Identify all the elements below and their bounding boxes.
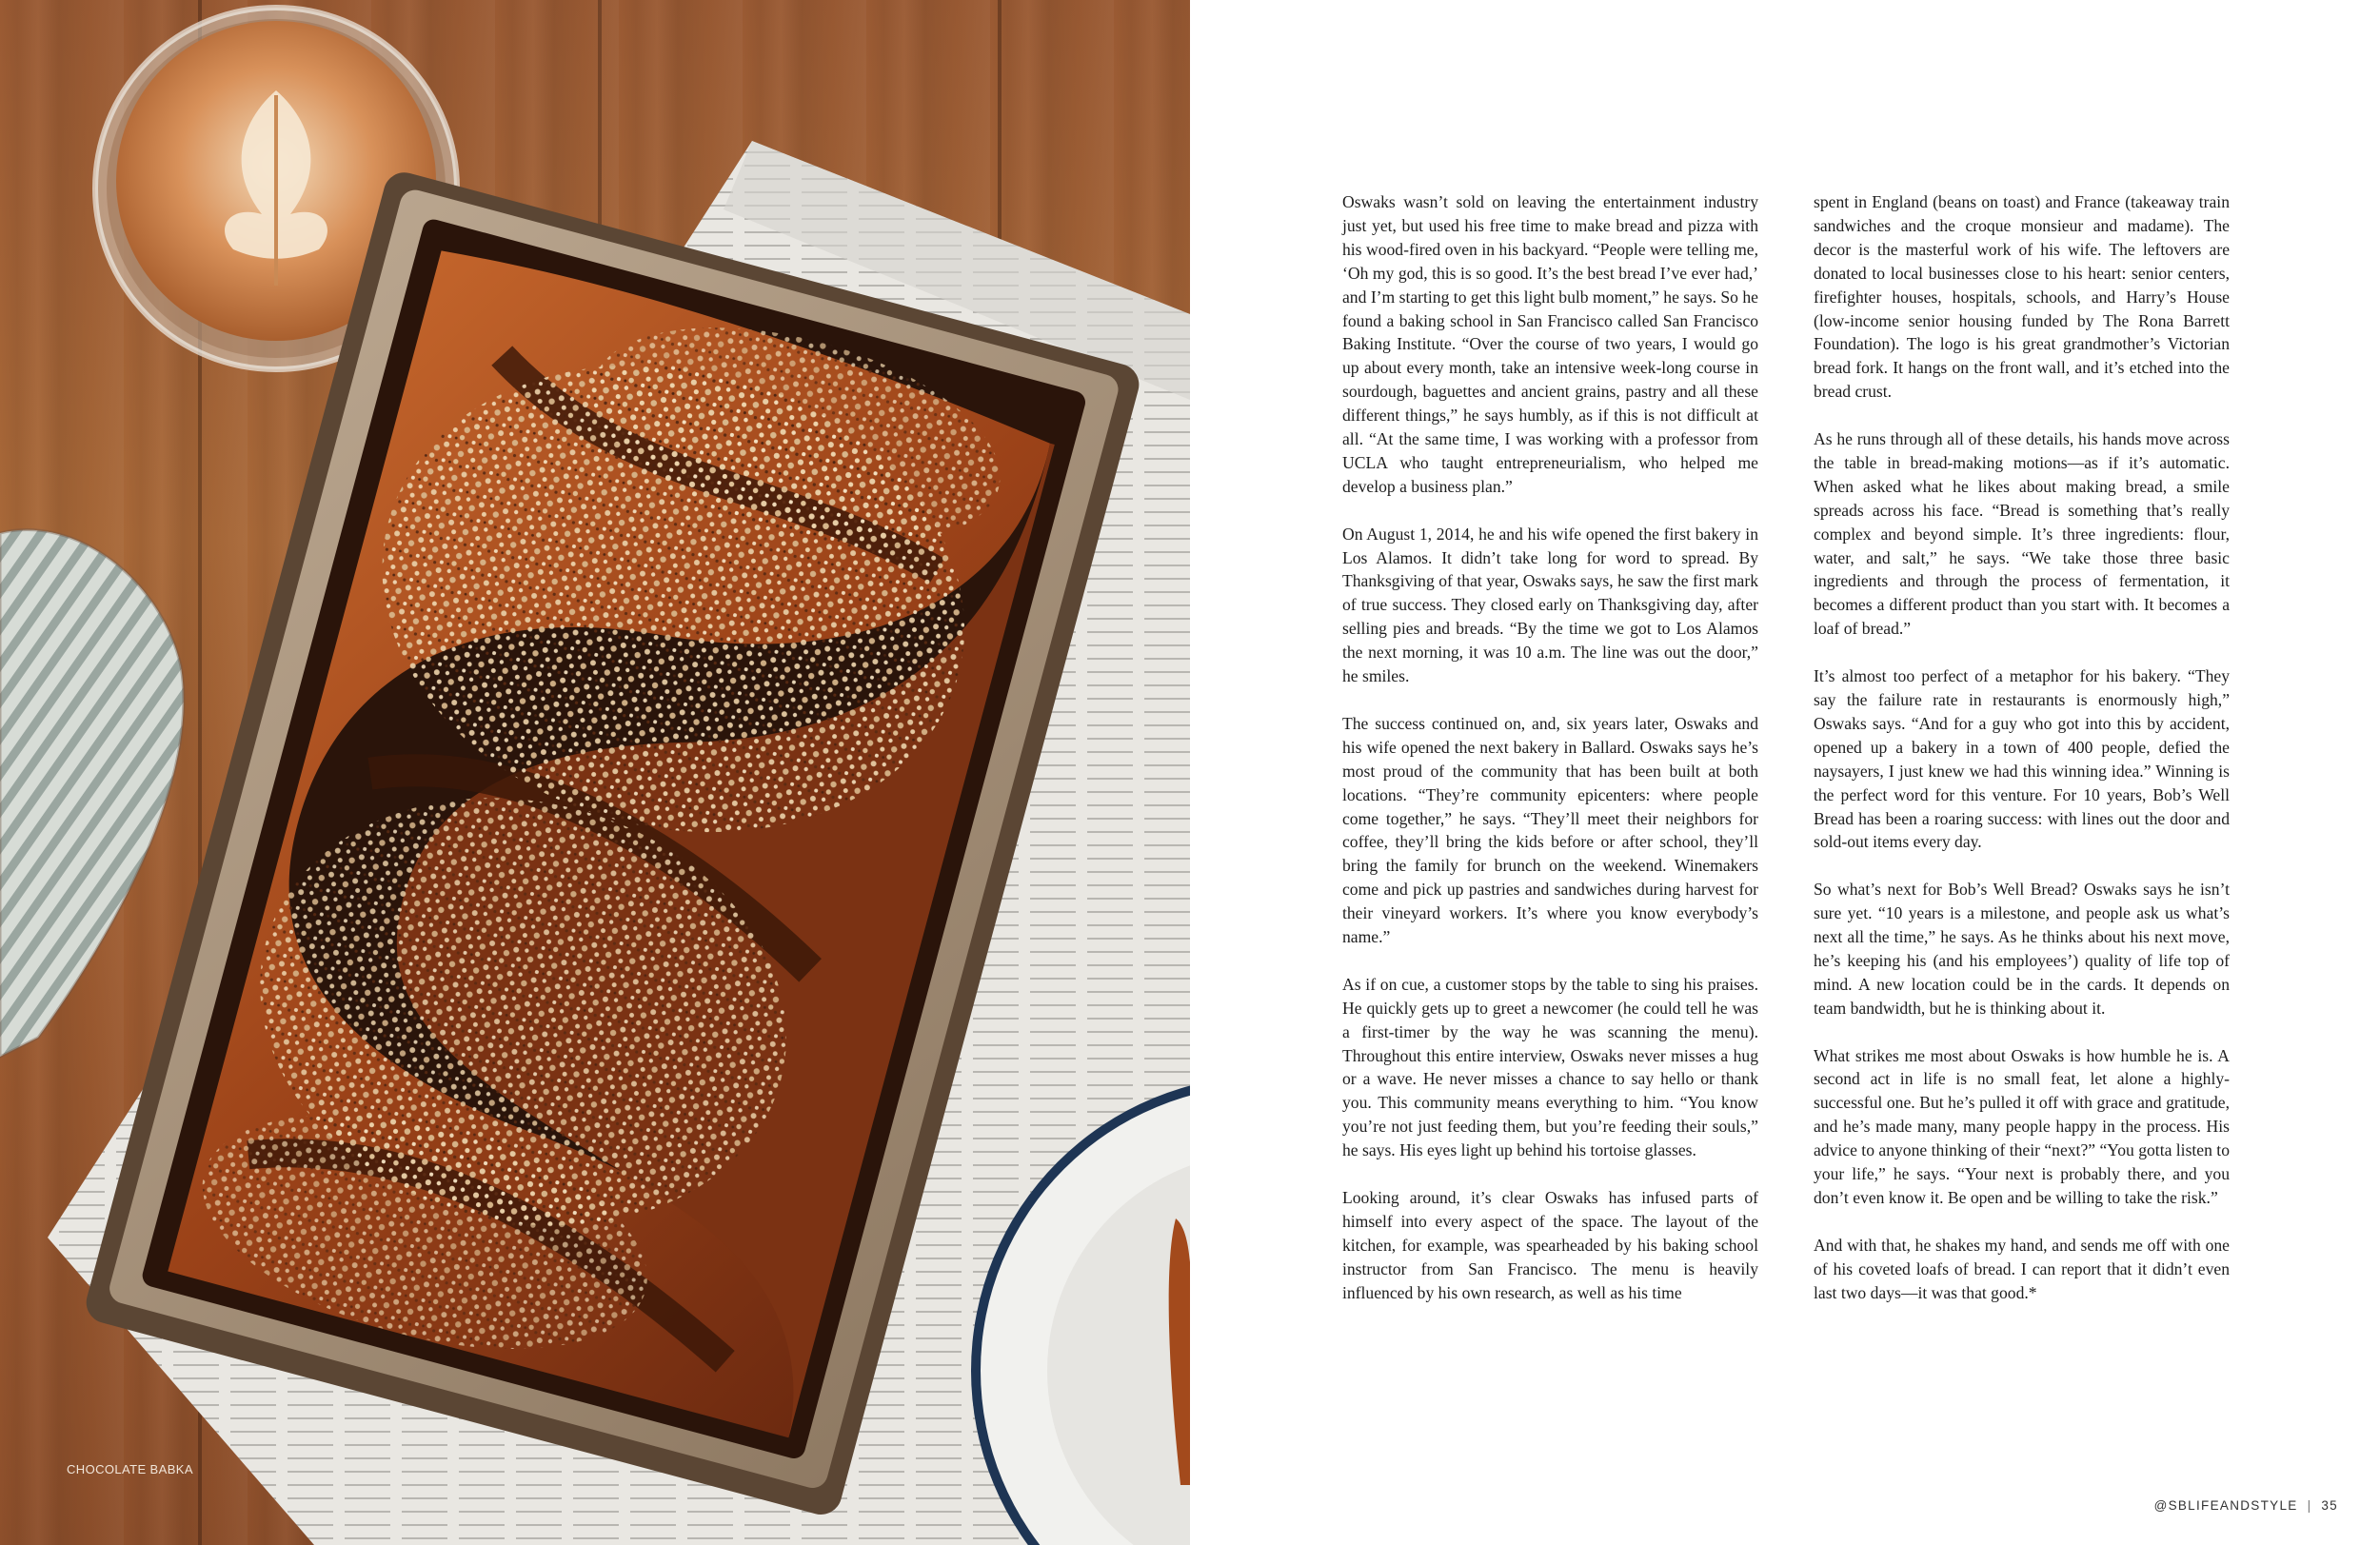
paragraph: The success continued on, and, six years later, Oswaks and his wife opened the next bakery in Ballard. Oswaks says he’s most proud of the community that has been built at both locations. “They’re community epicenters: where people come together,” he says. “They’ll meet their neighbors for coffee, they’ll bring the kids before or after school, they’ll bring the family for brunch on the weekend. Winemakers come and pick up pastries and sandwiches during harvest for their vineyard workers. It’s where you know everybody’s name.” xyxy=(1342,713,1758,947)
striped-towel xyxy=(0,530,184,1057)
article-column-left xyxy=(1342,190,1758,1328)
paragraph: Looking around, it’s clear Oswaks has infused parts of himself into every aspect of the space. The layout of the kitchen, for example, was spearheaded by his baking school instructor from San Francisco. The menu is heavily influenced by his own research, as well as his time xyxy=(1342,1188,1758,1302)
paragraph: Oswaks wasn’t sold on leaving the entertainment industry just yet, but used his free time to make bread and pizza with his wood-fired oven in his backyard. “People were telling me, ‘Oh my god, this is so good. It’s the best bread I’ve ever had,’ and I’m starting to get this light bulb moment,” he says. So he found a baking school in San Francisco called San Francisco Baking Institute. “Over the course of two years, I would go up about every month, take an intensive week-long course in sourdough, baguettes and ancient grains, pastry and all these different things,” he says humbly, as if this is not difficult at all. “At the same time, I was working with a professor from UCLA who taught entrepreneurialism, who helped me develop a business plan.” xyxy=(1342,192,1758,496)
photo-caption: CHOCOLATE BABKA xyxy=(67,1462,193,1476)
social-handle: @SBLIFEANDSTYLE xyxy=(2153,1498,2298,1513)
paragraph: So what’s next for Bob’s Well Bread? Oswaks says he isn’t sure yet. “10 years is a milestone, and people ask us what’s next all the time,” he says. As he thinks about his next move, he’s keeping his (and his employees’) quality of life top of mind. A new location could be in the cards. It depends on team bandwidth, but he is thinking about it. xyxy=(1814,880,2230,1018)
footer-separator: | xyxy=(2307,1498,2312,1513)
paragraph: As he runs through all of these details, his hands move across the table in bread-making motions—as if it’s automatic. When asked what he likes about making bread, a smile spreads across his face. “Bread is something that’s really complex and beyond simple. It’s three ingredients: flour, water, and salt,” he says. “We take those three basic ingredients and through the process of fermentation, it becomes a different product than you start with. It becomes a loaf of bread.” xyxy=(1814,429,2230,639)
paragraph: As if on cue, a customer stops by the table to sing his praises. He quickly gets up to greet a newcomer (he could tell he was a first-timer by the way he was scanning the menu). Throughout this entire interview, Oswaks never misses a hug or a wave. He never misses a chance to say hello or thank you. This community means everything to him. “You know you’re not just feeding them, but you’re feeding their souls,” he says. His eyes light up behind his tortoise glasses. xyxy=(1342,974,1758,1160)
article-column-right xyxy=(1814,190,2230,1328)
paragraph: spent in England (beans on toast) and France (takeaway train sandwiches and the croque monsieur and madame). The decor is the masterful work of his wife. The leftovers are donated to local businesses close to his heart: senior centers, firefighter houses, hospitals, schools, and Harry’s House (low-income senior housing funded by The Rona Barrett Foundation). The logo is his great grandmother’s Victorian bread fork. It hangs on the front wall, and it’s etched into the bread crust. xyxy=(1814,192,2230,402)
paragraph: And with that, he shakes my hand, and sends me off with one of his coveted loafs of bread. I can report that it didn’t even last two days—it was that good.* xyxy=(1814,1235,2230,1302)
paragraph: It’s almost too perfect of a metaphor for his bakery. “They say the failure rate in restaurants is enormously high,” Oswaks says. “And for a guy who got into this by accident, opened up a bakery in a town of 400 people, defied the naysayers, I just knew we had this winning idea.” Winning is the perfect word for this venture. For 10 years, Bob’s Well Bread has been a roaring success: with lines out the door and sold-out items every day. xyxy=(1814,666,2230,852)
page-footer xyxy=(2154,1498,2338,1513)
paragraph: What strikes me most about Oswaks is how humble he is. A second act in life is no small feat, let alone a highly-successful one. But he’s pulled it off with grace and gratitude, and he’s made many, many people happy in the process. His advice to anyone thinking of their “next?” “You gotta listen to your life,” he says. “Your next is probably there, and you don’t even know it. Be open and be willing to take the risk.” xyxy=(1814,1045,2230,1207)
paragraph: On August 1, 2014, he and his wife opened the first bakery in Los Alamos. It didn’t take long for word to spread. By Thanksgiving of that year, Oswaks says, he saw the first mark of true success. They closed early on Thanksgiving day, after selling pies and breads. “By the time we got to Los Alamos the next morning, it was 10 a.m. The line was out the door,” he smiles. xyxy=(1342,524,1758,686)
page-number: 35 xyxy=(2321,1498,2338,1513)
